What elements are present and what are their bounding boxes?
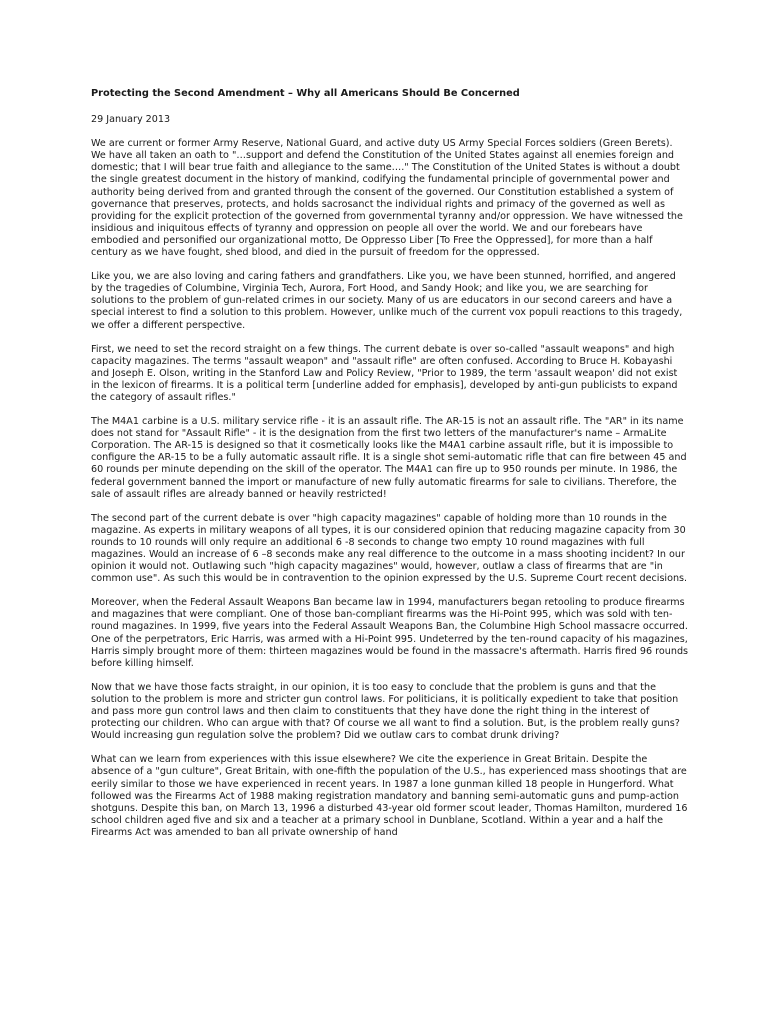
paragraph-oath: We are current or former Army Reserve, National Guard, and active duty US Army Special Forces soldiers (Green Berets). We have all taken an oath to "…support and defend the Constitution of the United States against all enemies foreign and domestic; that I will bear true faith and allegiance to the same…." The Constitution of the United States is without a doubt the single greatest document in the history of mankind, codifying the fundamental principle of governmental power and authority being derived from and granted through the consent of the governed. Our Constitution established a system of governance that preserves, protects, and holds sacrosanct the individual rights and primacy of the governed as well as providing for the explicit protection of the governed from governmental tyranny and/or oppression. We have witnessed the insidious and iniquitous effects of tyranny and oppression on people all over the world. We and our forebears have embodied and personified our organizational motto, De Oppresso Liber [To Free the Oppressed], for more than a half century as we have fought, shed blood, and died in the pursuit of freedom for the oppressed.	[91, 138, 683, 259]
document-date: 29 January 2013	[91, 114, 171, 126]
paragraph-gun-control-laws: Now that we have those facts straight, in our opinion, it is too easy to conclude that the problem is guns and that the solution to the problem is more and stricter gun control laws. For politicians, it is politically expedient to take that position and pass more gun control laws and then claim to constituents that they have done the right thing in the interest of protecting our children. Who can argue with that? Of course we all want to find a solution. But, is the problem really guns? Would increasing gun regulation solve the problem? Did we outlaw cars to combat drunk driving?	[91, 681, 680, 742]
document-page	[91, 88, 689, 851]
paragraph-m4a1-ar15: The M4A1 carbine is a U.S. military service rifle - it is an assault rifle. The AR-15 is not an assault rifle. The "AR" in its name does not stand for "Assault Rifle" - it is the designation from the first two letters of the manufacturer's name – ArmaLite Corporation. The AR-15 is designed so that it cosmetically looks like the M4A1 carbine assault rifle, but it is impossible to configure the AR-15 to be a fully automatic assault rifle. It is a single shot semi-automatic rifle that can fire between 45 and 60 rounds per minute depending on the skill of the operator. The M4A1 can fire up to 950 rounds per minute. In 1986, the federal government banned the import or manufacture of new fully automatic firearms for sale to civilians. Therefore, the sale of assault rifles are already banned or heavily restricted!	[91, 416, 687, 500]
paragraph-assault-weapon-term: First, we need to set the record straight on a few things. The current debate is over so-called "assault weapons" and high capacity magazines. The terms "assault weapon" and "assault rifle" are often confused. According to Bruce H. Kobayashi and Joseph E. Olson, writing in the Stanford Law and Policy Review, "Prior to 1989, the term 'assault weapon' did not exist in the lexicon of firearms. It is a political term [underline added for emphasis], developed by anti-gun publicists to expand the category of assault rifles."	[91, 343, 678, 403]
document-title: Protecting the Second Amendment – Why all Americans Should Be Concerned	[91, 88, 520, 99]
paragraph-fathers: Like you, we are also loving and caring fathers and grandfathers. Like you, we have been stunned, horrified, and angered by the tragedies of Columbine, Virginia Tech, Aurora, Fort Hood, and Sandy Hook; and like you, we are searching for solutions to the problem of gun-related crimes in our society. Many of us are educators in our second careers and have a special interest to find a solution to this problem. However, unlike much of the current vox populi reactions to this tragedy, we offer a different perspective.	[91, 271, 683, 331]
paragraph-assault-weapons-ban: Moreover, when the Federal Assault Weapons Ban became law in 1994, manufacturers began retooling to produce firearms and magazines that were compliant. One of those ban-compliant firearms was the Hi-Point 995, which was sold with ten-round magazines. In 1999, five years into the Federal Assault Weapons Ban, the Columbine High School massacre occurred. One of the perpetrators, Eric Harris, was armed with a Hi-Point 995. Undeterred by the ten-round capacity of his magazines, Harris simply brought more of them: thirteen magazines would be found in the massacre's aftermath. Harris fired 96 rounds before killing himself.	[91, 597, 689, 669]
paragraph-high-capacity-magazines: The second part of the current debate is over "high capacity magazines" capable of holding more than 10 rounds in the magazine. As experts in military weapons of all types, it is our considered opinion that reducing magazine capacity from 30 rounds to 10 rounds will only require an additional 6 -8 seconds to change two empty 10 round magazines with full magazines. Would an increase of 6 –8 seconds make any real difference to the outcome in a mass shooting incident? In our opinion it would not. Outlawing such "high capacity magazines" would, however, outlaw a class of firearms that are "in common use". As such this would be in contravention to the opinion expressed by the U.S. Supreme Court recent decisions.	[91, 512, 688, 585]
paragraph-great-britain: What can we learn from experiences with this issue elsewhere? We cite the experience in Great Britain. Despite the absence of a "gun culture", Great Britain, with one-fifth the population of the U.S., has experienced mass shootings that are eerily similar to those we have experienced in recent years. In 1987 a lone gunman killed 18 people in Hungerford. What followed was the Firearms Act of 1988 making registration mandatory and banning semi-automatic guns and pump-action shotguns. Despite this ban, on March 13, 1996 a disturbed 43-year old former scout leader, Thomas Hamilton, murdered 16 school children aged five and six and a teacher at a primary school in Dunblane, Scotland. Within a year and a half the Firearms Act was amended to ban all private ownership of hand	[91, 754, 688, 838]
